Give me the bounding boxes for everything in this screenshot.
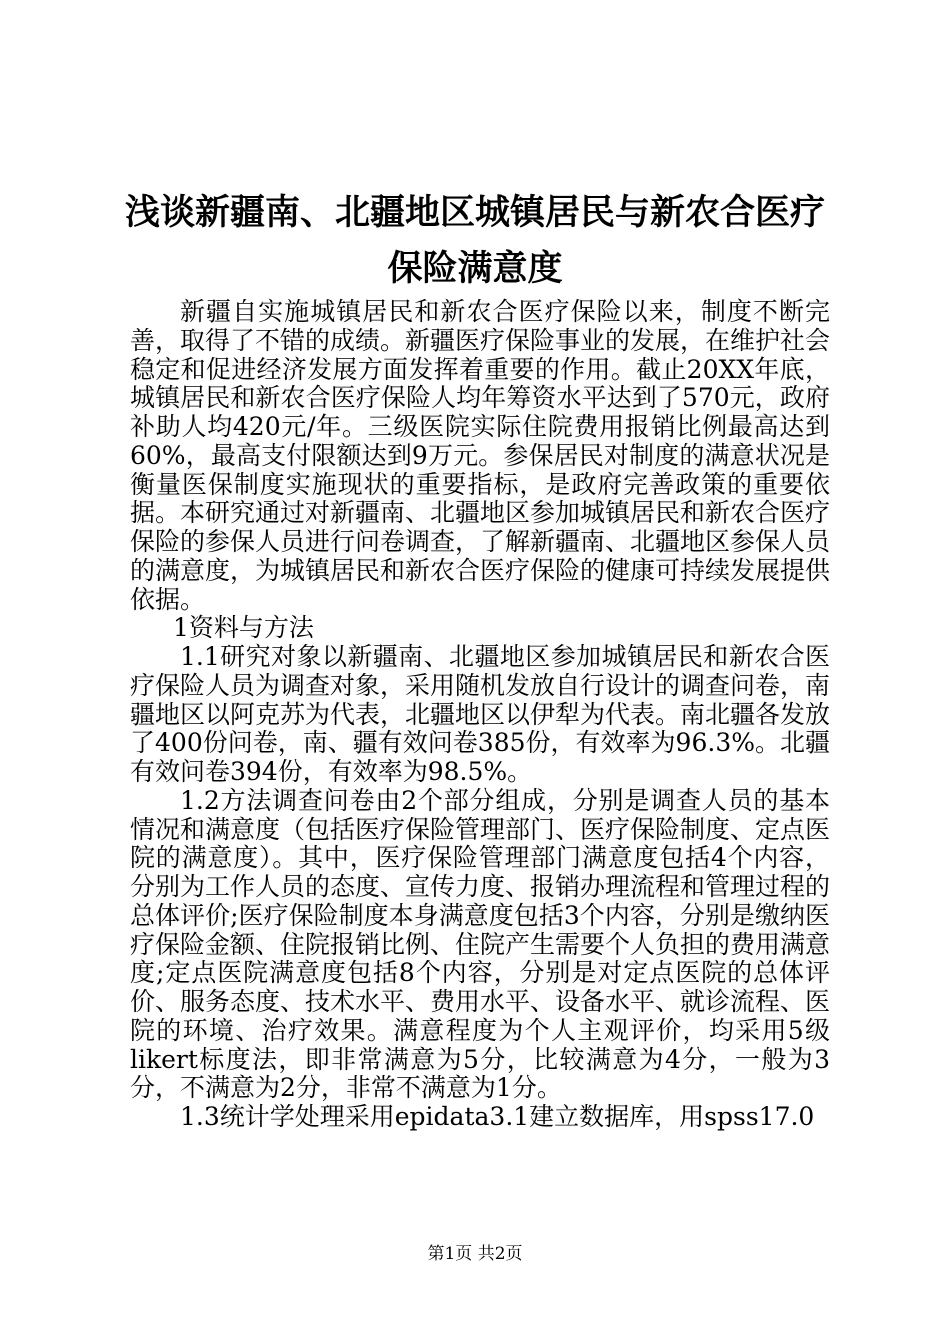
paragraph-research-subjects: 1.1研究对象以新疆南、北疆地区参加城镇居民和新农合医疗保险人员为调查对象，采用随机发放自行设计的调查问卷，南疆地区以阿克苏为代表，北疆地区以伊犁为代表。南北疆各发放了400份问卷，南、疆有效问卷385份，有效率为96.3%。北疆有效问卷394份，有效率为98.5%。 xyxy=(130,642,831,786)
paragraph-statistics: 1.3统计学处理采用epidata3.1建立数据库，用spss17.0 xyxy=(180,1102,815,1131)
document-title-line1: 浅谈新疆南、北疆地区城镇居民与新农合医疗 xyxy=(124,192,825,233)
section-heading-materials-methods: 1资料与方法 xyxy=(173,613,314,643)
document-title-line2: 保险满意度 xyxy=(387,248,563,289)
document-body xyxy=(130,298,830,1132)
paragraph-methods: 1.2方法调查问卷由2个部分组成，分别是调查人员的基本情况和满意度（包括医疗保险管理部门、医疗保险制度、定点医院的满意度）。其中，医疗保险管理部门满意度包括4个内容，分别为工作人员的态度、宣传力度、报销办理流程和管理过程的总体评价;医疗保险制度本身满意度包括3个内容，分别是缴纳医疗保险金额、住院报销比例、住院产生需要个人负担的费用满意度;定点医院满意度包括8个内容，分别是对定点医院的总体评价、服务态度、技术水平、费用水平、设备水平、就诊流程、医院的环境、治疗效果。满意程度为个人主观评价，均采用5级likert标度法，即非常满意为5分，比较满意为4分，一般为3分，不满意为2分，非常不满意为1分。 xyxy=(130,785,831,1103)
page-footer: 第1页 共2页 xyxy=(427,1244,523,1264)
paragraph-intro: 新疆自实施城镇居民和新农合医疗保险以来，制度不断完善，取得了不错的成绩。新疆医疗保险事业的发展，在维护社会稳定和促进经济发展方面发挥着重要的作用。截止20XX年底，城镇居民和新农合医疗保险人均年筹资水平达到了570元，政府补助人均420元/年。三级医院实际住院费用报销比例最高达到60%，最高支付限额达到9万元。参保居民对制度的满意状况是衡量医保制度实施现状的重要指标，是政府完善政策的重要依据。本研究通过对新疆南、北疆地区参加城镇居民和新农合医疗保险的参保人员进行问卷调查，了解新疆南、北疆地区参保人员的满意度，为城镇居民和新农合医疗保险的健康可持续发展提供依据。 xyxy=(130,297,831,614)
